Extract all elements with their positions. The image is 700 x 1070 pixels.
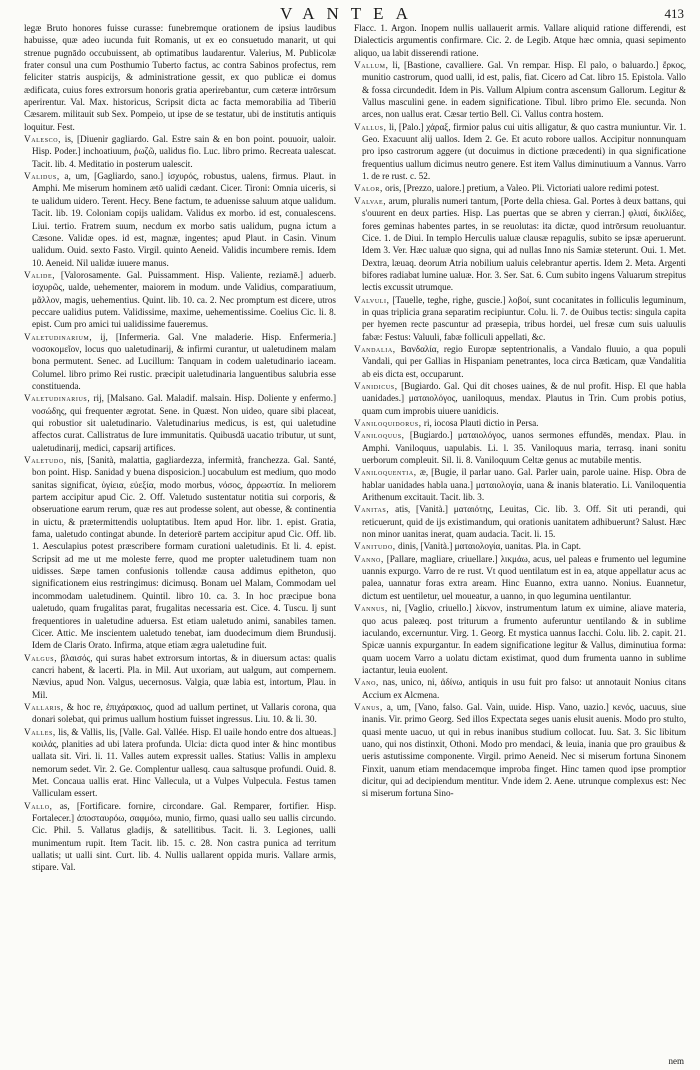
dictionary-entry	[24, 170, 336, 269]
entry-text: [Bugiardo.] ματαιολόγος, uanos sermones effundēs, mendax. Plau. in Amphi. Vaniloquus, uapulabis. Li. l. 35. Vaniloquus maria, terrasq. inani sonitu uerborum compleuit. Sil. li. 8. Vaniloquum Celtæ genus ac mutabile mentis.	[362, 430, 686, 466]
headword: Valetudo,	[24, 455, 67, 466]
headword: Valvae,	[354, 195, 387, 206]
entry-text: oris, [Prezzo, ualore.] pretium, a Valeo. Pli. Victoriati ualore redimi potest.	[385, 183, 660, 194]
headword: Vallus,	[354, 121, 387, 132]
entry-text: lis, & Vallis, lis, [Valle. Gal. Vallée. Hisp. El uaile hondo entre dos altueas.] κοιλάς, planities ad ubi latera profunda. Ulcia: dicta quod inter & hinc montibus uallata sit. Viri. li. 11. Valles autem expressit ualles. Statius: Vallis in amplexu nemorum sedet. Vir. 2. Ge. Complentur uallesq. caua saltusque profundi. Ouid. 8. Met. Concaua uallis erat. Hinc Vallecula, ut a Vulpes Vulpecula. Festus tamen Valliculam essert.	[32, 726, 336, 799]
entry-text: dinis, [Vanità.] ματαιολογία, uanitas. Pla. in Capt.	[397, 541, 581, 552]
entry-text: nas, unico, ni, ἀδίνω, antiquis in usu fuit pro falso: ut annotauit Nonius citans Accium ex Alcmena.	[362, 677, 686, 700]
entry-text: [Pallare, magliare, criuellare.] λικμάω, acus, uel paleas e frumento uel legumine uannis expurgo. Varro de re rust. Vt quod uentilatum est in ea, atque appellatur acus ac palea, uannatur foras extra aream. Hinc Euanno, extra uanno. Nonius. Euannetur, dictum est uentiletur, uel moueatur, a uanno, in quo legumina uentilantur.	[362, 553, 686, 601]
dictionary-entry	[354, 503, 686, 540]
entry-text: ij, [Infermeria. Gal. Vne maladerie. Hisp. Enfermeria.] νοσοκομεῖον, locus quo ualetudinarij, & infirmi curantur, ut ualetudinem malam bona permutent. Senec. ad Lucillum: Tanquam in codem ualetudinario iaceam. Columel. libro primo Rei rustic. præcipit ualetudinaria languentibus salubria esse constituenda.	[32, 331, 336, 391]
entry-text: li, [Bastione, cavalliere. Gal. Vn rempar. Hisp. El palo, o baluardo.] ἔρκος, munitio castrorum, quod ualli, id est, palis, fiat. Cicero ad Cat. libro 15. Epistola. Vallo & fossa circundedit. Idem in Pis. Vallum Alpium contra ascensum Gallorum. Legitur & Vallus masculini gene. in eadem significatione. Tibul. libro primo Ele. secunda. Non arces, non uallus erat. Cæsar tertio Bell. Ci. Vallus contra hostem.	[362, 60, 686, 120]
headword: Vallo,	[24, 800, 53, 811]
headword: Vanno,	[354, 553, 384, 564]
headword: Vano,	[354, 677, 379, 688]
entry-text: legæ Bruto honores fuisse curasse: funebremque orationem de ipsius laudibus habuisse, quæ adeo iucunda fuit Romanis, ut ex eo consuetudo manarit, ut qui strenue pugnādo occubuissent, ab optimatibus laudarentur. Valerius, M. Publicolæ frater consul una cum Posthumio Tuberto factus, ac contra Sabinos profectus, rem feliciter statris auspicijs, & administratione gessit, ex quo publicæ ei domus ædificata, cuius fores extrorsum honoris gratia aperirebantur, cum cæteræ intrōrsum aperirentur. Val. Max. historicus, Scripsit dicta ac facta memorabilia ad Tiberiū Cæsarem. militauit sub Sex. Pompeio, ut ipse de se testatur, ubi de institutis antiquis loquitur. Fest.	[24, 23, 336, 132]
headword: Vanus,	[354, 701, 383, 712]
entry-text: Βανδαλία, regio Europæ septentrionalis, a Vandalo fluuio, a qua populi Vandali, qui per Gallias in Hispaniam penetrantes, loca circa Bæticam, quæ Vandalitia ab eis dicta est, occuparunt.	[362, 343, 686, 379]
left-column	[24, 22, 336, 1066]
dictionary-entry	[354, 602, 686, 676]
dictionary-entry	[354, 343, 686, 380]
page-number: 413	[664, 6, 684, 21]
headword: Vallaris,	[24, 701, 64, 712]
catchword: nem	[668, 1056, 684, 1066]
dictionary-entry	[24, 701, 336, 726]
entry-continuation	[354, 22, 686, 59]
entry-text: Flacc. 1. Argon. Inopem nullis uallauerit armis. Vallare aliquid ratione differendi, est Dialecticis argumentis confirmare. Cic. 2. de Legib. Atque hæc omnia, quasi sepimento aliquo, ua labit disserendi ratione.	[354, 23, 686, 58]
headword: Vanidicus,	[354, 380, 398, 391]
headword: Vallum,	[354, 60, 389, 71]
headword: Valetudinarium,	[24, 331, 93, 342]
entry-text: arum, pluralis numeri tantum, [Porte della chiesa. Gal. Portes à deux battans, qui s'ouurent en deux parties. Hisp. Las puertas que se abren y cierran.] φλιαί, δικλίδες, fores geminas habentes partes, in se reuolutas: ita dictæ, quod intrōrsum reuoluantur. Cice. 1. de Diui. In templo Herculis ualuæ clausæ repagulis, subito se ipsæ aperuerunt. Idem 3. Ver. Hæc ualuæ quo signa, qui ad nullas Inno nis Samiæ steterunt. Oui. 1. Met. Dextra, læuaq. deorum Atria nobilium ualuis celebrantur apertis. Idem 2. Meta. Argenti bifores radiabat lumine ualuæ. Hor. 3. Ser. Sat. 6. Cum subito ingens Valuarum strepitus lectis excussit utrumque.	[362, 195, 686, 293]
entry-text: ni, [Vaglio, criuello.] λίκνον, instrumentum latum ex uimine, aliave materia, quo acus paleæq. post triturum a frumento auferuntur uentilando & in sublime iaculando, excernuntur. Virg. 1. Georg. Et mystica uannus Iacchi. Colu. lib. 2. capit. 21. Spicæ uannis expurgantur. In eadem significatione legitur & Vallus, diminutiua forma: quam uocem Varro a uolatu dictam existimat, quod dum frumenta uanno in sublime iactantur, leuia euolent.	[362, 603, 686, 675]
dictionary-entry	[354, 121, 686, 183]
dictionary-entry	[354, 540, 686, 552]
dictionary-entry	[24, 331, 336, 393]
entry-text: as, [Fortificare. fornire, circondare. Gal. Remparer, fortifier. Hisp. Fortalecer.] ἀποσταυρόω, σαφμόω, munio, firmo, quasi uallo seu uallis circundo. Cic. Phil. 5. Vallatus gladijs, & satellitibus. Tacit. li. 3. Legiones, ualli munimentum rupit. Item Tacit. lib. 15. c. 28. Non castra punica ad territum uallatis; ut ualli sint. Curt. lib. 4. Nullis uallarent oppida muris. Vallare armis, stipare. Val.	[32, 800, 336, 873]
entry-text: [Bugiardo. Gal. Qui dit choses uaines, & de nul profit. Hisp. El que habla uanidades.] ματαιολόγος, uaniloquus, mendax. Plautus in Trin. Cum probis potius, quam cum improbis uiuere uanidicis.	[362, 380, 686, 416]
running-title: VANTEA	[280, 4, 420, 23]
dictionary-entry	[354, 195, 686, 294]
entry-text: ri, iocosa Plauti dictio in Persa.	[423, 418, 539, 428]
dictionary-entry	[354, 676, 686, 701]
entry-text: æ, [Bugie, il parlar uano. Gal. Parler uain, parole uaine. Hisp. Obra de hablar uanidades habla uana.] ματαιολογία, uana & inanis blateratio. Li. Vaniloquentia Arithenum excitauit. Tacit. lib. 3.	[362, 467, 686, 503]
dictionary-entry	[354, 380, 686, 417]
headword: Valetudinarius,	[24, 393, 91, 404]
headword: Valor,	[354, 183, 383, 194]
dictionary-entry	[24, 392, 336, 454]
headword: Vaniloquidorus,	[354, 418, 422, 428]
entry-continuation	[24, 22, 336, 133]
headword: Valgus,	[24, 652, 58, 663]
headword: Valide,	[24, 269, 56, 280]
entry-text: [Valorosamente. Gal. Puissamment. Hisp. Valiente, reziamē.] aduerb. ἰσχυρῶς, ualde, uehementer, maiorem in modum. unde Validius, comparatiuum, μᾶλλον, magis, uehementius. Quint. lib. 10. ca. 2. Nec promptum est dicere, utros peccare ualidius putem. Validissime, maxime, uehementissime. Coelius Cic. li. 8. epist. Cum pro amici tui ualidissime faueremus.	[32, 269, 336, 330]
headword: Valvuli,	[354, 294, 390, 305]
entry-text: is, [Diuenir gagliardo. Gal. Estre sain & en bon point. pouuoir, ualoir. Hisp. Poder.] inchoatiuum, ῥωζῶ, ualidus fio. Luc. libro primo. Recreata ualescat. Tacit. lib. 4. Meditatio in posterum ualescit.	[32, 134, 336, 169]
entry-text: rij, [Malsano. Gal. Maladif. malsain. Hisp. Doliente y enfermo.] νοσώδης, qui frequenter ægrotat. Sene. in Quæst. Non uideo, quare sibi placeat, qui robustior sit ualetudinario. Valetudinarius medicus, is est, qui ualetudine affectos curat. Callistratus de Iure immunitatis. Quibusdā uacatio tributur, ut sunt, ualetudinarij, medici, capsarij artifices.	[32, 393, 336, 453]
dictionary-entry	[24, 454, 336, 652]
dictionary-entry	[354, 553, 686, 602]
entry-text: a, um, [Gagliardo, sano.] ἰσχυρός, robustus, ualens, firmus. Plaut. in Amphi. Me miserum hominem ætō ualidi cædant. Cicer. Tironi: Omnia uiceris, si te ualidum uidero. Terent. Hecy. Bene factum, te aduenisse saluum atque ualidum. Tacit. lib. 19. Coloniam copijs ualidam. Validus ex morbo. id est, conualescens. Liui. tertio. Fratrem suum, necdum ex morbo satis ualidum, pugna ictum a Cæsone. Validæ opes. id est, magnæ, ingentes; apud Plaut. in Casin. Vinum ualidum. Ouid. sexto Fasto. Virgil. quinto Aeneid. Validis incumbere remis. Idem 10. Aeneid. Nil ualidæ iuuere manus.	[32, 171, 336, 268]
headword: Vaniloquentia,	[354, 467, 417, 478]
headword: Valles,	[24, 726, 56, 737]
dictionary-entry	[354, 429, 686, 466]
headword: Validus,	[24, 171, 60, 182]
entry-text: [Tauelle, teghe, righe, guscie.] λοβοί, sunt cocanitates in folliculis leguminum, in quas triplicia grana separatim recipiuntur. Colu. li. 7. de Ouibus tectis: singula capita per hyemen recte pascuntur ad præsepia, tribus hordei, uel fresæ cum suis ualuulis fabæ: Festus: Valuuli, fabæ folliculi appellati, &c.	[362, 294, 686, 342]
dictionary-entry	[354, 466, 686, 503]
dictionary-entry	[24, 726, 336, 800]
dictionary-entry	[354, 182, 686, 194]
entry-text: atis, [Vanità.] ματαιότης, Leuitas, Cic. lib. 3. Off. Sit uti perandi, qui reticuerunt, quid de ijs existimandum, qui orationis uanitatem adhibuerunt? Salust. Hæc non minor uanitas inerat, quam audacia. Tacit. li. 15.	[362, 504, 686, 540]
entry-text: a, um, [Vano, falso. Gal. Vain, uuide. Hisp. Vano, uazio.] κενός, uacuus, siue inanis. Vir. primo Georg. Sed illos Expectata seges uanis elusit auenis. Modo pro stulto, quasi mente uacuo, ut qui in rebus inanibus studium collocat. Iuu. Sat. 3. Sic libitum uano, qui nos distinxit, Othoni. Modo pro mendaci, & leuia, inania que pro grauibus & ueris astutissime componente. Virgil. primo Aeneid. Nec si miserum fortuna Sinonem Finxit, uanum etiam mendacemque improba finget. Hinc tamen quod ipse promptior dicitur, qui ad decipiendum mentitur. Vnde idem 2. Aene. utrunque complexus est: Nec si miserum fortuna Sino-	[362, 701, 686, 799]
entry-text: nis, [Sanità, malattia, gagliardezza, infermità, franchezza. Gal. Santé, bon point. Hisp. Sanidad y buena disposicion.] uocabulum est medium, quo modo sanitas significat, ὑγίεια, εὐεξία, modo morbus, νόσος, ἀρρωστία. In meliorem partem accipitur apud Cic. 2. Off. Valetudo sustentatur notitia sui corporis, & obseruatione earum rerum, quæ res aut prodesse solent, aut obesse, & continentia in uictu, & prætermittendis uoluptatibus. Item apud Hor. libr. 1. epist. Gratia, fama, ualetudo contingat abunde. In deteriorē partem accipitur apud Cic. Off. lib. 1. Aesculapius potest præscribere formam curationi ualetudinis. Et li. 4. epist. Scripsit ad me ut me moleste ferre, quod me propter ualetudinem tuam non uidisses. Sæpe tamen confusionis tollendæ causa addimus epitheton, quo significationem eius restringimus: dicimusq. Bonam uel Malam, Commodam uel incommodam ualetudinem. Quintil. libro 10. ca. 3. In hoc præcipue bona ualetudo, quam frugalitas parat, frugalitas necessaria est. Cice. 4. Tuscu. Ij sunt frequentiores in ualetudine aduersa. Est etiam ualetudo animi, sanabiles tamen. Cicer. Attic. Me inscientem ualetudo tenebat, iam duodecimum diem Brundusij. Idem de Claris Orato. Infirma, atque etiam ægra ualetudine fuit.	[32, 455, 336, 651]
dictionary-entry	[24, 800, 336, 874]
dictionary-entry	[24, 269, 336, 331]
headword: Vanitas,	[354, 504, 390, 515]
headword: Vannus,	[354, 603, 388, 614]
dictionary-entry	[24, 652, 336, 701]
entry-text: & hoc re, ἐπιχάρακιος, quod ad uallum pertinet, ut Vallaris corona, qua donari solebat, qui primus uallum hostium fuisset ingressus. Liu. 10. & li. 30.	[32, 701, 336, 725]
dictionary-entry	[24, 133, 336, 170]
headword: Valesco,	[24, 134, 62, 145]
dictionary-entry	[354, 294, 686, 343]
dictionary-entry	[354, 59, 686, 121]
dictionary-entry	[354, 701, 686, 800]
entry-text: βλαισός, qui suras habet extrorsum intortas, & in diuersum actas: qualis cancri habent, & lacerti. Pla. in Mil. Aut uxoriam, aut ualgum, aut compernem. Nævius, apud Non. Valgus, uecernosus. Valgia, quæ labia est, intortum, Plau. in Mil.	[32, 652, 336, 700]
right-column	[354, 22, 686, 1066]
dictionary-entry	[354, 417, 686, 429]
headword: Vaniloquus,	[354, 430, 405, 441]
headword: Vandalia,	[354, 343, 396, 354]
entry-text: li, [Palo.] χάραξ, firmior palus cui uitis alligatur, & quo castra muniuntur. Vir. 1. Geo. Exacuunt alij uallos. Idem 2. Ge. Et acuto robore uallos. Accipitur nonnunquam pro ipso castrorum aggere (ut docuimus in dictione præcedenti) in qua significatione frequentius uallum dicimus neutro genere. Est item Vallus diminutiuum a Vannus. Varro 1. de re rust. c. 52.	[362, 121, 686, 182]
headword: Vanitudo,	[354, 541, 396, 552]
